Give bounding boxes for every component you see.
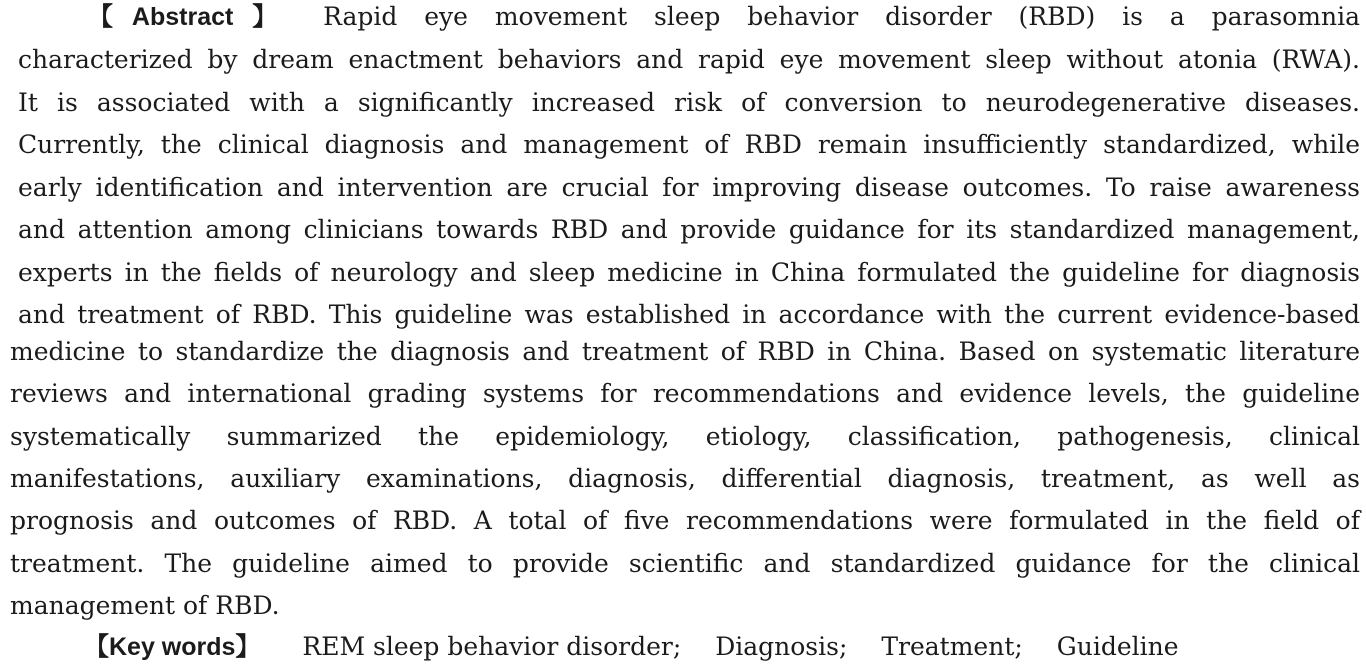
abstract-line-8: and treatment of RBD. This guideline was established in accordance with the current evidence-based: [18, 300, 1360, 329]
abstract-line-14: treatment. The guideline aimed to provide scientific and standardized guidance for the clinical: [10, 549, 1360, 578]
abstract-line-6: and attention among clinicians towards RBD and provide guidance for its standardized management,: [18, 215, 1360, 244]
abstract-line-7: experts in the fields of neurology and sleep medicine in China formulated the guideline for diagnosis: [18, 258, 1360, 287]
abstract-line-4: Currently, the clinical diagnosis and management of RBD remain insufficiently standardized, while: [18, 130, 1360, 159]
keyword-item: Treatment;: [881, 632, 1023, 661]
abstract-line-1: [88, 0, 1360, 34]
abstract-line-15: management of RBD.: [10, 591, 280, 620]
keyword-item: REM sleep behavior disorder;: [302, 632, 682, 661]
keyword-item: Guideline: [1056, 632, 1179, 661]
abstract-line-5: early identification and intervention are crucial for improving disease outcomes. To raise awareness: [18, 173, 1360, 202]
abstract-line-10: reviews and international grading systems for recommendations and evidence levels, the guideline: [10, 379, 1360, 408]
abstract-line-12: manifestations, auxiliary examinations, diagnosis, differential diagnosis, treatment, as well as: [10, 464, 1360, 493]
keyword-item: Diagnosis;: [715, 632, 848, 661]
keywords-label: 【Key words】: [84, 633, 261, 661]
abstract-line-13: prognosis and outcomes of RBD. A total of five recommendations were formulated in the field of: [10, 506, 1360, 535]
abstract-text-line: Rapid eye movement sleep behavior disorder (RBD) is a parasomnia: [323, 2, 1360, 31]
abstract-line-9: medicine to standardize the diagnosis and treatment of RBD in China. Based on systematic literature: [10, 337, 1360, 366]
keywords-line: [84, 630, 1205, 664]
abstract-line-3: It is associated with a significantly increased risk of conversion to neurodegenerative diseases.: [18, 88, 1360, 117]
abstract-line-11: systematically summarized the epidemiology, etiology, classification, pathogenesis, clinical: [10, 422, 1360, 451]
abstract-line-2: characterized by dream enactment behaviors and rapid eye movement sleep without atonia (RWA).: [18, 45, 1360, 74]
abstract-label: 【Abstract】: [88, 3, 297, 31]
